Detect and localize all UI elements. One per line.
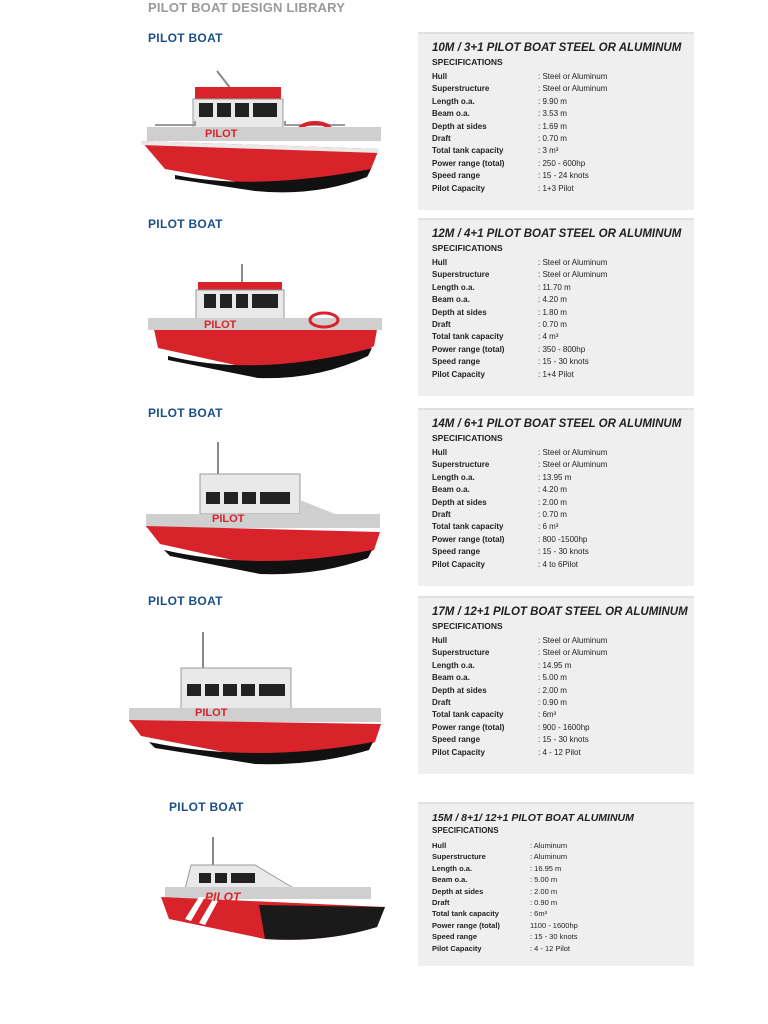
boat-2-subtitle: SPECIFICATIONS [432, 243, 503, 253]
boat-5-title: 15M / 8+1/ 12+1 PILOT BOAT ALUMINUM [432, 812, 634, 824]
spec-row: Length o.a. : 9.90 m [432, 96, 567, 106]
boat-4-spec-list [432, 636, 682, 760]
boat-4-hull-text: PILOT [195, 707, 228, 719]
boat-2-label: PILOT BOAT [148, 217, 223, 231]
spec-row: Power range (total) : 350 - 800hp [432, 344, 586, 354]
boat-5-subtitle: SPECIFICATIONS [432, 826, 499, 835]
spec-row: Beam o.a. : 4.20 m [432, 295, 567, 305]
spec-row: Hull : Steel or Aluminum [432, 72, 608, 81]
spec-row: Depth at sides : 1.80 m [432, 307, 567, 317]
spec-row: Depth at sides : 2.00 m [432, 497, 567, 507]
boat-4-spec-card [418, 596, 694, 774]
boat-5-spec-list [432, 841, 682, 955]
spec-row: Total tank capacity : 6m³ [432, 909, 548, 919]
spec-row: Superstructure : Steel or Aluminum [432, 648, 608, 658]
spec-row: Beam o.a. : 5.00 m [432, 673, 567, 683]
boat-4-subtitle: SPECIFICATIONS [432, 621, 503, 631]
spec-row: Speed range : 15 - 24 knots [432, 171, 589, 181]
spec-row: Speed range : 15 - 30 knots [432, 547, 589, 557]
spec-row: Power range (total) 1100 - 1600hp [432, 920, 578, 930]
spec-row: Hull : Aluminum [432, 841, 568, 850]
spec-row: Total tank capacity : 6m³ [432, 710, 557, 720]
spec-row: Beam o.a. : 3.53 m [432, 109, 567, 119]
spec-row: Speed range : 15 - 30 knots [432, 932, 578, 942]
spec-row: Pilot Capacity : 1+4 Pilot [432, 369, 574, 379]
boat-3-image [140, 440, 385, 575]
boat-1-title: 10M / 3+1 PILOT BOAT STEEL OR ALUMINUM [432, 42, 682, 54]
boat-5-image [155, 835, 387, 950]
spec-row: Draft : 0.70 m [432, 509, 567, 519]
spec-row: Length o.a. : 11.70 m [432, 282, 571, 292]
spec-row: Speed range : 15 - 30 knots [432, 735, 589, 745]
boat-1-hull-text: PILOT [205, 128, 238, 140]
spec-row: Pilot Capacity : 4 - 12 Pilot [432, 747, 581, 757]
spec-row: Hull : Steel or Aluminum [432, 448, 608, 457]
spec-row: Superstructure : Steel or Aluminum [432, 270, 608, 280]
library-title: PILOT BOAT DESIGN LIBRARY [148, 0, 346, 15]
spec-row: Depth at sides : 2.00 m [432, 685, 567, 695]
spec-row: Total tank capacity : 3 m³ [432, 146, 559, 156]
spec-row: Power range (total) : 800 -1500hp [432, 534, 588, 544]
boat-1-label: PILOT BOAT [148, 31, 223, 45]
boat-5-spec-card [418, 802, 694, 966]
boat-1-subtitle: SPECIFICATIONS [432, 57, 503, 67]
spec-row: Superstructure : Steel or Aluminum [432, 460, 608, 470]
boat-5-hull-text: PILOT [205, 890, 241, 904]
spec-row: Draft : 0.70 m [432, 133, 567, 143]
spec-row: Pilot Capacity : 1+3 Pilot [432, 183, 574, 193]
spec-row: Total tank capacity : 6 m³ [432, 522, 559, 532]
spec-row: Power range (total) : 900 - 1600hp [432, 722, 590, 732]
boat-1-spec-card [418, 32, 694, 210]
spec-row: Draft : 0.90 m [432, 897, 558, 907]
spec-row: Total tank capacity : 4 m³ [432, 332, 559, 342]
spec-row: Superstructure : Steel or Aluminum [432, 84, 608, 94]
boat-1-spec-list [432, 72, 682, 196]
spec-row: Beam o.a. : 4.20 m [432, 485, 567, 495]
spec-row: Power range (total) : 250 - 600hp [432, 158, 586, 168]
spec-row: Speed range : 15 - 30 knots [432, 357, 589, 367]
spec-row: Draft : 0.90 m [432, 697, 567, 707]
spec-row: Length o.a. : 16.95 m [432, 863, 562, 873]
boat-3-title: 14M / 6+1 PILOT BOAT STEEL OR ALUMINUM [432, 418, 682, 430]
boat-3-subtitle: SPECIFICATIONS [432, 433, 503, 443]
boat-4-title: 17M / 12+1 PILOT BOAT STEEL OR ALUMINUM [432, 606, 688, 618]
boat-2-image [138, 262, 383, 382]
boat-3-label: PILOT BOAT [148, 406, 223, 420]
spec-row: Superstructure : Aluminum [432, 852, 568, 862]
boat-2-hull-text: PILOT [204, 319, 237, 331]
boat-3-spec-list [432, 448, 682, 572]
boat-2-spec-card [418, 218, 694, 396]
spec-row: Depth at sides : 2.00 m [432, 886, 558, 896]
spec-row: Hull : Steel or Aluminum [432, 636, 608, 645]
boat-2-spec-list [432, 258, 682, 382]
spec-row: Beam o.a. : 5.00 m [432, 875, 558, 885]
spec-row: Length o.a. : 14.95 m [432, 660, 572, 670]
spec-row: Hull : Steel or Aluminum [432, 258, 608, 267]
spec-row: Length o.a. : 13.95 m [432, 472, 572, 482]
boat-1-image [135, 65, 385, 200]
boat-4-label: PILOT BOAT [148, 594, 223, 608]
spec-row: Draft : 0.70 m [432, 319, 567, 329]
spec-row: Depth at sides : 1.69 m [432, 121, 567, 131]
spec-row: Pilot Capacity : 4 - 12 Pilot [432, 943, 571, 953]
boat-2-title: 12M / 4+1 PILOT BOAT STEEL OR ALUMINUM [432, 228, 682, 240]
boat-3-spec-card [418, 408, 694, 586]
spec-row: Pilot Capacity : 4 to 6Pilot [432, 559, 579, 569]
boat-3-hull-text: PILOT [212, 513, 245, 525]
boat-5-label: PILOT BOAT [169, 800, 244, 814]
boat-4-image [125, 630, 385, 765]
